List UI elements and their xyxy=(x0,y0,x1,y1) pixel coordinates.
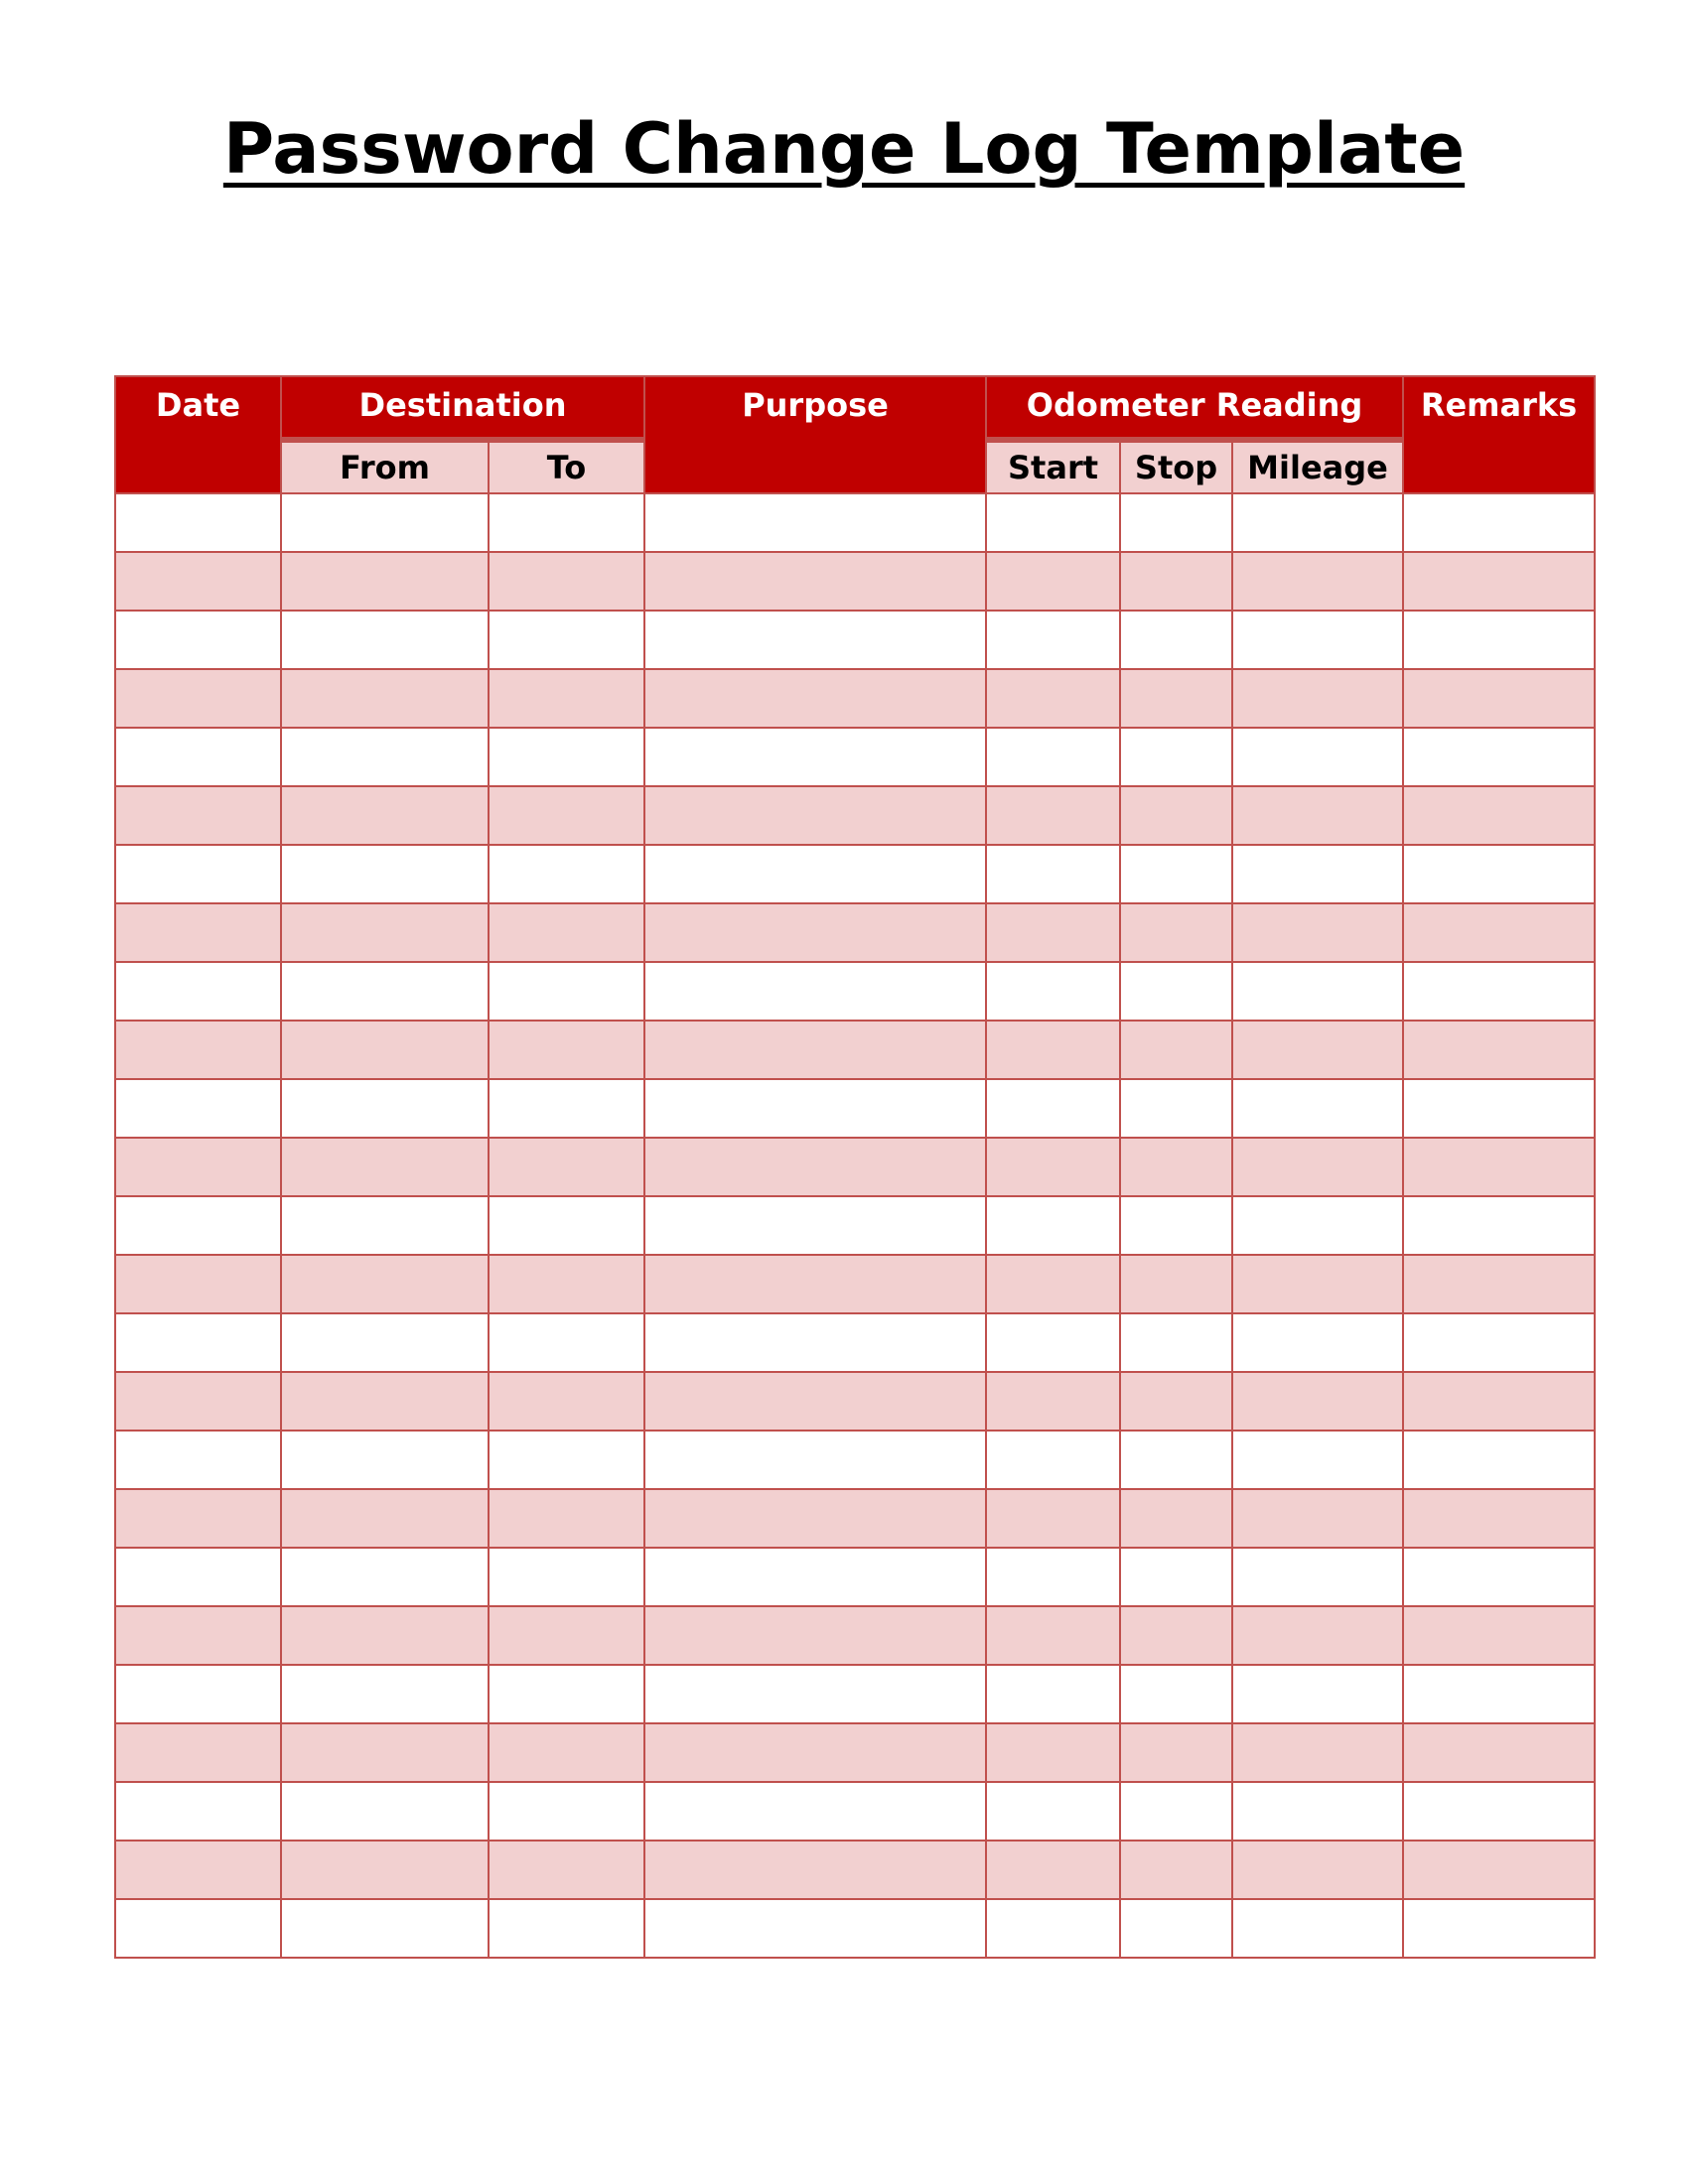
stop-cell[interactable] xyxy=(1120,1255,1232,1313)
stop-cell[interactable] xyxy=(1120,786,1232,845)
start-cell[interactable] xyxy=(986,1372,1120,1431)
date-cell[interactable] xyxy=(115,786,281,845)
from-cell[interactable] xyxy=(281,1548,489,1606)
remarks-cell[interactable] xyxy=(1403,1548,1595,1606)
date-cell[interactable] xyxy=(115,1313,281,1372)
date-cell[interactable] xyxy=(115,1196,281,1255)
remarks-cell[interactable] xyxy=(1403,1431,1595,1489)
table-row xyxy=(115,1606,1595,1665)
remarks-cell[interactable] xyxy=(1403,903,1595,962)
from-cell[interactable] xyxy=(281,1841,489,1899)
from-cell[interactable] xyxy=(281,1723,489,1782)
date-cell[interactable] xyxy=(115,1606,281,1665)
stop-cell[interactable] xyxy=(1120,1899,1232,1958)
table-row xyxy=(115,1021,1595,1079)
from-cell[interactable] xyxy=(281,962,489,1021)
table-row xyxy=(115,1548,1595,1606)
table-row xyxy=(115,1431,1595,1489)
stop-cell[interactable] xyxy=(1120,1489,1232,1548)
to-cell[interactable] xyxy=(489,1138,644,1196)
date-cell[interactable] xyxy=(115,1021,281,1079)
start-cell[interactable] xyxy=(986,845,1120,903)
from-cell[interactable] xyxy=(281,728,489,786)
from-cell[interactable] xyxy=(281,1665,489,1723)
stop-cell[interactable] xyxy=(1120,1313,1232,1372)
stop-cell[interactable] xyxy=(1120,1548,1232,1606)
start-cell[interactable] xyxy=(986,1723,1120,1782)
start-cell[interactable] xyxy=(986,552,1120,611)
from-cell[interactable] xyxy=(281,1079,489,1138)
start-cell[interactable] xyxy=(986,786,1120,845)
start-cell[interactable] xyxy=(986,728,1120,786)
remarks-cell[interactable] xyxy=(1403,1723,1595,1782)
date-cell[interactable] xyxy=(115,1782,281,1841)
mileage-cell[interactable] xyxy=(1232,1313,1403,1372)
purpose-cell[interactable] xyxy=(644,1431,986,1489)
purpose-cell[interactable] xyxy=(644,1196,986,1255)
page-title-text: Password Change Log Template xyxy=(222,108,1466,190)
remarks-cell[interactable] xyxy=(1403,1665,1595,1723)
start-cell[interactable] xyxy=(986,1313,1120,1372)
from-cell[interactable] xyxy=(281,493,489,552)
start-cell[interactable] xyxy=(986,1138,1120,1196)
start-cell[interactable] xyxy=(986,1079,1120,1138)
stop-cell[interactable] xyxy=(1120,1431,1232,1489)
stop-cell[interactable] xyxy=(1120,1196,1232,1255)
purpose-cell[interactable] xyxy=(644,669,986,728)
table-row xyxy=(115,845,1595,903)
purpose-cell[interactable] xyxy=(644,1021,986,1079)
start-cell[interactable] xyxy=(986,1665,1120,1723)
stop-cell[interactable] xyxy=(1120,728,1232,786)
mileage-cell[interactable] xyxy=(1232,1255,1403,1313)
start-cell[interactable] xyxy=(986,493,1120,552)
start-cell[interactable] xyxy=(986,1841,1120,1899)
stop-cell[interactable] xyxy=(1120,1841,1232,1899)
date-cell[interactable] xyxy=(115,1079,281,1138)
remarks-header: Remarks xyxy=(1403,376,1595,493)
remarks-cell[interactable] xyxy=(1403,1489,1595,1548)
to-cell[interactable] xyxy=(489,1372,644,1431)
stop-cell[interactable] xyxy=(1120,1021,1232,1079)
destination-header: Destination xyxy=(281,376,644,440)
from-cell[interactable] xyxy=(281,1606,489,1665)
start-cell[interactable] xyxy=(986,1196,1120,1255)
remarks-cell[interactable] xyxy=(1403,552,1595,611)
start-cell[interactable] xyxy=(986,1431,1120,1489)
purpose-cell[interactable] xyxy=(644,1079,986,1138)
date-header: Date xyxy=(115,376,281,493)
purpose-cell[interactable] xyxy=(644,1723,986,1782)
from-cell[interactable] xyxy=(281,1372,489,1431)
purpose-cell[interactable] xyxy=(644,903,986,962)
table-row xyxy=(115,1723,1595,1782)
start-cell[interactable] xyxy=(986,1489,1120,1548)
stop-cell[interactable] xyxy=(1120,962,1232,1021)
from-cell[interactable] xyxy=(281,1313,489,1372)
stop-cell[interactable] xyxy=(1120,1606,1232,1665)
remarks-cell[interactable] xyxy=(1403,1899,1595,1958)
date-cell[interactable] xyxy=(115,1723,281,1782)
mileage-cell[interactable] xyxy=(1232,493,1403,552)
to-cell[interactable] xyxy=(489,552,644,611)
date-cell[interactable] xyxy=(115,728,281,786)
header-row xyxy=(115,376,1595,440)
mileage-cell[interactable] xyxy=(1232,1021,1403,1079)
remarks-cell[interactable] xyxy=(1403,1255,1595,1313)
mileage-cell[interactable] xyxy=(1232,1899,1403,1958)
mileage-cell[interactable] xyxy=(1232,669,1403,728)
from-cell[interactable] xyxy=(281,903,489,962)
date-cell[interactable] xyxy=(115,903,281,962)
mileage-cell[interactable] xyxy=(1232,1841,1403,1899)
remarks-cell[interactable] xyxy=(1403,1138,1595,1196)
from-cell[interactable] xyxy=(281,1196,489,1255)
to-cell[interactable] xyxy=(489,1489,644,1548)
purpose-cell[interactable] xyxy=(644,962,986,1021)
purpose-cell[interactable] xyxy=(644,1313,986,1372)
remarks-cell[interactable] xyxy=(1403,728,1595,786)
mileage-cell[interactable] xyxy=(1232,1606,1403,1665)
date-cell[interactable] xyxy=(115,1841,281,1899)
mileage-cell[interactable] xyxy=(1232,1431,1403,1489)
table-row xyxy=(115,611,1595,669)
to-cell[interactable] xyxy=(489,1723,644,1782)
date-cell[interactable] xyxy=(115,1138,281,1196)
stop-cell[interactable] xyxy=(1120,1665,1232,1723)
remarks-cell[interactable] xyxy=(1403,611,1595,669)
remarks-cell[interactable] xyxy=(1403,786,1595,845)
password-change-log-table xyxy=(114,375,1596,1959)
odometer-reading-header: Odometer Reading xyxy=(986,376,1403,440)
table-row xyxy=(115,1665,1595,1723)
date-cell[interactable] xyxy=(115,1548,281,1606)
table-row xyxy=(115,552,1595,611)
mileage-cell[interactable] xyxy=(1232,1665,1403,1723)
purpose-cell[interactable] xyxy=(644,493,986,552)
from-cell[interactable] xyxy=(281,786,489,845)
date-cell[interactable] xyxy=(115,1899,281,1958)
purpose-cell[interactable] xyxy=(644,1255,986,1313)
to-cell[interactable] xyxy=(489,493,644,552)
date-cell[interactable] xyxy=(115,962,281,1021)
to-cell[interactable] xyxy=(489,611,644,669)
stop-subheader: Stop xyxy=(1120,440,1232,493)
purpose-cell[interactable] xyxy=(644,1548,986,1606)
purpose-cell[interactable] xyxy=(644,1489,986,1548)
start-subheader: Start xyxy=(986,440,1120,493)
to-cell[interactable] xyxy=(489,1196,644,1255)
remarks-cell[interactable] xyxy=(1403,1313,1595,1372)
remarks-cell[interactable] xyxy=(1403,493,1595,552)
stop-cell[interactable] xyxy=(1120,669,1232,728)
to-cell[interactable] xyxy=(489,1079,644,1138)
purpose-cell[interactable] xyxy=(644,728,986,786)
purpose-cell[interactable] xyxy=(644,786,986,845)
mileage-cell[interactable] xyxy=(1232,1782,1403,1841)
from-subheader: From xyxy=(281,440,489,493)
stop-cell[interactable] xyxy=(1120,845,1232,903)
table-row xyxy=(115,669,1595,728)
stop-cell[interactable] xyxy=(1120,1372,1232,1431)
to-cell[interactable] xyxy=(489,786,644,845)
purpose-cell[interactable] xyxy=(644,1665,986,1723)
log-body xyxy=(115,493,1595,1958)
to-cell[interactable] xyxy=(489,1782,644,1841)
stop-cell[interactable] xyxy=(1120,1138,1232,1196)
start-cell[interactable] xyxy=(986,669,1120,728)
stop-cell[interactable] xyxy=(1120,903,1232,962)
remarks-cell[interactable] xyxy=(1403,962,1595,1021)
from-cell[interactable] xyxy=(281,1489,489,1548)
table-row xyxy=(115,1841,1595,1899)
mileage-cell[interactable] xyxy=(1232,1138,1403,1196)
table-row xyxy=(115,1899,1595,1958)
purpose-cell[interactable] xyxy=(644,1606,986,1665)
date-cell[interactable] xyxy=(115,493,281,552)
to-cell[interactable] xyxy=(489,728,644,786)
table-row xyxy=(115,493,1595,552)
purpose-cell[interactable] xyxy=(644,1138,986,1196)
date-cell[interactable] xyxy=(115,1489,281,1548)
from-cell[interactable] xyxy=(281,1782,489,1841)
to-cell[interactable] xyxy=(489,1255,644,1313)
from-cell[interactable] xyxy=(281,1021,489,1079)
to-cell[interactable] xyxy=(489,1313,644,1372)
remarks-cell[interactable] xyxy=(1403,1196,1595,1255)
from-cell[interactable] xyxy=(281,845,489,903)
remarks-cell[interactable] xyxy=(1403,845,1595,903)
table-row xyxy=(115,1313,1595,1372)
from-cell[interactable] xyxy=(281,552,489,611)
to-cell[interactable] xyxy=(489,1665,644,1723)
table-row xyxy=(115,962,1595,1021)
stop-cell[interactable] xyxy=(1120,1079,1232,1138)
remarks-cell[interactable] xyxy=(1403,669,1595,728)
table-row xyxy=(115,1138,1595,1196)
date-cell[interactable] xyxy=(115,1372,281,1431)
start-cell[interactable] xyxy=(986,962,1120,1021)
purpose-cell[interactable] xyxy=(644,552,986,611)
mileage-cell[interactable] xyxy=(1232,1548,1403,1606)
mileage-cell[interactable] xyxy=(1232,552,1403,611)
from-cell[interactable] xyxy=(281,1138,489,1196)
remarks-cell[interactable] xyxy=(1403,1079,1595,1138)
mileage-cell[interactable] xyxy=(1232,728,1403,786)
table-row xyxy=(115,1372,1595,1431)
table-row xyxy=(115,728,1595,786)
stop-cell[interactable] xyxy=(1120,1782,1232,1841)
date-cell[interactable] xyxy=(115,1665,281,1723)
to-cell[interactable] xyxy=(489,962,644,1021)
stop-cell[interactable] xyxy=(1120,611,1232,669)
from-cell[interactable] xyxy=(281,1431,489,1489)
mileage-cell[interactable] xyxy=(1232,611,1403,669)
purpose-cell[interactable] xyxy=(644,1782,986,1841)
page-title xyxy=(0,104,1688,194)
mileage-cell[interactable] xyxy=(1232,786,1403,845)
table-row xyxy=(115,1782,1595,1841)
purpose-cell[interactable] xyxy=(644,845,986,903)
date-cell[interactable] xyxy=(115,611,281,669)
to-cell[interactable] xyxy=(489,903,644,962)
purpose-cell[interactable] xyxy=(644,1899,986,1958)
mileage-cell[interactable] xyxy=(1232,845,1403,903)
remarks-cell[interactable] xyxy=(1403,1841,1595,1899)
from-cell[interactable] xyxy=(281,669,489,728)
to-cell[interactable] xyxy=(489,1548,644,1606)
start-cell[interactable] xyxy=(986,611,1120,669)
mileage-cell[interactable] xyxy=(1232,903,1403,962)
mileage-cell[interactable] xyxy=(1232,1489,1403,1548)
start-cell[interactable] xyxy=(986,1021,1120,1079)
to-cell[interactable] xyxy=(489,669,644,728)
to-cell[interactable] xyxy=(489,1841,644,1899)
table-row xyxy=(115,1489,1595,1548)
from-cell[interactable] xyxy=(281,611,489,669)
mileage-cell[interactable] xyxy=(1232,1196,1403,1255)
to-cell[interactable] xyxy=(489,1899,644,1958)
start-cell[interactable] xyxy=(986,1606,1120,1665)
remarks-cell[interactable] xyxy=(1403,1782,1595,1841)
purpose-cell[interactable] xyxy=(644,1841,986,1899)
from-cell[interactable] xyxy=(281,1255,489,1313)
stop-cell[interactable] xyxy=(1120,1723,1232,1782)
to-cell[interactable] xyxy=(489,1021,644,1079)
mileage-subheader: Mileage xyxy=(1232,440,1403,493)
table-row xyxy=(115,1255,1595,1313)
mileage-cell[interactable] xyxy=(1232,1372,1403,1431)
date-cell[interactable] xyxy=(115,552,281,611)
start-cell[interactable] xyxy=(986,1255,1120,1313)
mileage-cell[interactable] xyxy=(1232,1079,1403,1138)
date-cell[interactable] xyxy=(115,669,281,728)
start-cell[interactable] xyxy=(986,1782,1120,1841)
remarks-cell[interactable] xyxy=(1403,1606,1595,1665)
date-cell[interactable] xyxy=(115,845,281,903)
stop-cell[interactable] xyxy=(1120,552,1232,611)
from-cell[interactable] xyxy=(281,1899,489,1958)
mileage-cell[interactable] xyxy=(1232,1723,1403,1782)
to-subheader: To xyxy=(489,440,644,493)
table-row xyxy=(115,903,1595,962)
table-row xyxy=(115,786,1595,845)
to-cell[interactable] xyxy=(489,1431,644,1489)
to-cell[interactable] xyxy=(489,845,644,903)
purpose-cell[interactable] xyxy=(644,611,986,669)
start-cell[interactable] xyxy=(986,903,1120,962)
date-cell[interactable] xyxy=(115,1431,281,1489)
start-cell[interactable] xyxy=(986,1899,1120,1958)
table-row xyxy=(115,1079,1595,1138)
date-cell[interactable] xyxy=(115,1255,281,1313)
to-cell[interactable] xyxy=(489,1606,644,1665)
remarks-cell[interactable] xyxy=(1403,1021,1595,1079)
start-cell[interactable] xyxy=(986,1548,1120,1606)
purpose-header: Purpose xyxy=(644,376,986,493)
stop-cell[interactable] xyxy=(1120,493,1232,552)
remarks-cell[interactable] xyxy=(1403,1372,1595,1431)
mileage-cell[interactable] xyxy=(1232,962,1403,1021)
purpose-cell[interactable] xyxy=(644,1372,986,1431)
table-row xyxy=(115,1196,1595,1255)
